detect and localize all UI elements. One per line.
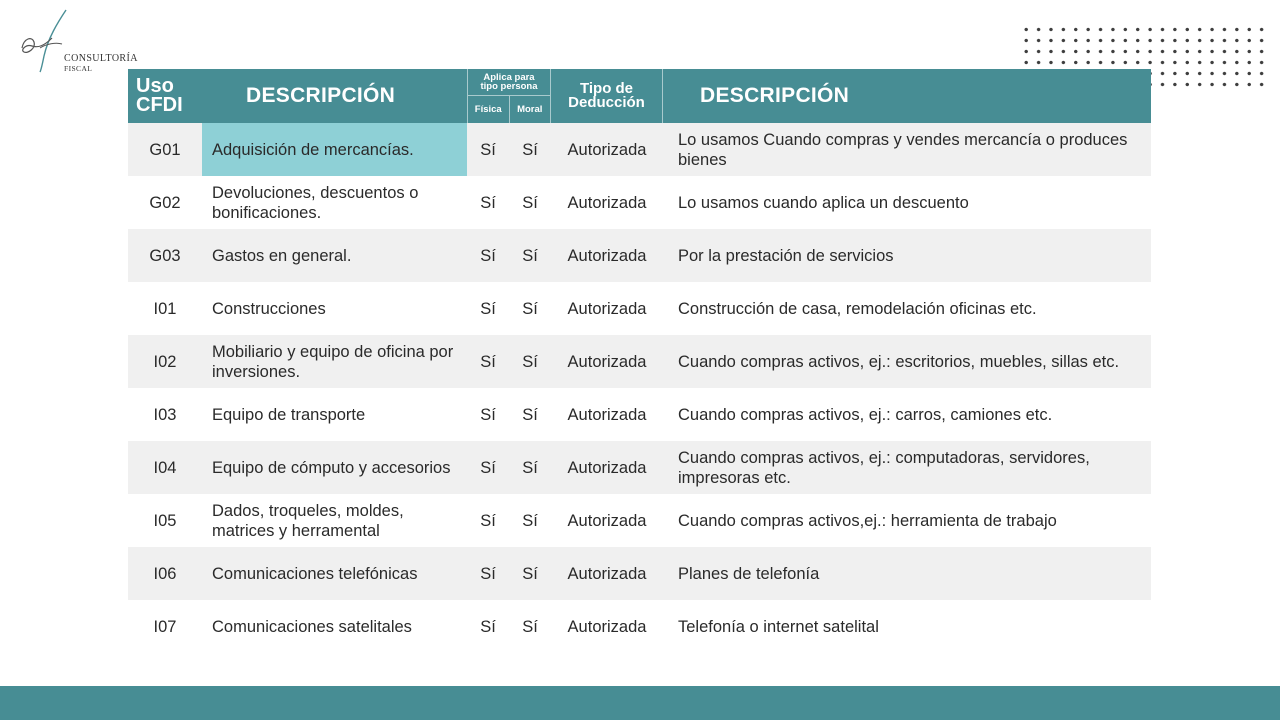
cell-tipo-deduccion: Autorizada xyxy=(567,352,647,371)
cell-uso-code: I02 xyxy=(153,352,177,371)
cell-detail: Cuando compras activos, ej.: computadoras, servidores, impresoras etc. xyxy=(678,448,1090,487)
cell-description: Devoluciones, descuentos o bonificaciones. xyxy=(212,183,419,222)
cell-description: Adquisición de mercancías. xyxy=(202,123,467,176)
consultoria-fiscal-logo xyxy=(18,8,138,74)
cell-uso-code: I07 xyxy=(153,617,177,636)
cell-uso-code: I01 xyxy=(153,299,177,318)
cell-description: Comunicaciones satelitales xyxy=(212,617,412,636)
table-row xyxy=(128,335,1151,388)
cell-fisica: Sí xyxy=(480,617,496,636)
cell-description: Dados, troqueles, moldes, matrices y herramental xyxy=(212,501,404,540)
cell-uso-code: I03 xyxy=(153,405,177,424)
cell-detail: Construcción de casa, remodelación oficinas etc. xyxy=(678,299,1037,318)
header-moral: Moral xyxy=(517,104,543,115)
cell-moral: Sí xyxy=(522,193,538,212)
table-row xyxy=(128,229,1151,282)
cell-description: Construcciones xyxy=(212,299,326,318)
table-row xyxy=(128,494,1151,547)
cell-fisica: Sí xyxy=(480,564,496,583)
cell-fisica: Sí xyxy=(480,299,496,318)
table-row xyxy=(128,282,1151,335)
cell-description: Equipo de transporte xyxy=(212,405,366,424)
cell-uso-code: I05 xyxy=(153,511,177,530)
cell-fisica: Sí xyxy=(480,140,496,159)
header-tipo-deduccion: Tipo de Deducción xyxy=(551,69,663,123)
cell-moral: Sí xyxy=(522,617,538,636)
cell-description: Mobiliario y equipo de oficina por inversiones. xyxy=(212,342,454,381)
header-fisica: Física xyxy=(468,96,510,123)
cell-tipo-deduccion: Autorizada xyxy=(567,193,647,212)
cell-uso-code: G02 xyxy=(149,193,181,212)
table-row xyxy=(128,547,1151,600)
cell-fisica: Sí xyxy=(480,458,496,477)
cell-tipo-deduccion: Autorizada xyxy=(567,511,647,530)
header-description-detail: DESCRIPCIÓN xyxy=(700,84,850,107)
footer-bar xyxy=(0,686,1280,720)
cfdi-use-table xyxy=(128,69,1151,653)
table-row xyxy=(128,388,1151,441)
cell-fisica: Sí xyxy=(480,511,496,530)
cell-detail: Cuando compras activos, ej.: escritorios, muebles, sillas etc. xyxy=(678,352,1120,371)
signature-logo-icon xyxy=(18,8,70,74)
cell-moral: Sí xyxy=(522,511,538,530)
cell-detail: Por la prestación de servicios xyxy=(678,246,894,265)
cell-detail: Cuando compras activos, ej.: carros, camiones etc. xyxy=(678,405,1053,424)
header-uso-cfdi: Uso CFDI xyxy=(136,75,183,116)
cell-uso-code: I04 xyxy=(153,458,177,477)
cell-moral: Sí xyxy=(522,299,538,318)
cell-description: Gastos en general. xyxy=(212,246,352,265)
header-description: DESCRIPCIÓN xyxy=(246,84,396,107)
cell-fisica: Sí xyxy=(480,193,496,212)
cell-detail: Lo usamos Cuando compras y vendes mercancía o produces bienes xyxy=(678,130,1128,169)
logo-line2: FISCAL xyxy=(64,64,93,73)
cell-description: Equipo de cómputo y accesorios xyxy=(212,458,451,477)
cell-moral: Sí xyxy=(522,458,538,477)
table-body xyxy=(128,123,1151,653)
table-row xyxy=(128,441,1151,494)
logo-line1: CONSULTORÍA xyxy=(64,53,138,64)
cell-detail: Lo usamos cuando aplica un descuento xyxy=(678,193,969,212)
cell-moral: Sí xyxy=(522,405,538,424)
cell-tipo-deduccion: Autorizada xyxy=(567,299,647,318)
cell-description: Comunicaciones telefónicas xyxy=(212,564,418,583)
cell-tipo-deduccion: Autorizada xyxy=(567,405,647,424)
cell-uso-code: G01 xyxy=(149,140,181,159)
cell-fisica: Sí xyxy=(480,246,496,265)
cell-fisica: Sí xyxy=(480,405,496,424)
cell-tipo-deduccion: Autorizada xyxy=(567,140,647,159)
table-row xyxy=(128,600,1151,653)
cell-moral: Sí xyxy=(522,140,538,159)
cell-moral: Sí xyxy=(522,246,538,265)
cell-uso-code: G03 xyxy=(149,246,181,265)
table-header xyxy=(128,69,1151,123)
cell-tipo-deduccion: Autorizada xyxy=(567,458,647,477)
table-row xyxy=(128,176,1151,229)
cell-tipo-deduccion: Autorizada xyxy=(567,617,647,636)
cell-uso-code: I06 xyxy=(153,564,177,583)
cell-moral: Sí xyxy=(522,352,538,371)
cell-tipo-deduccion: Autorizada xyxy=(567,564,647,583)
cell-moral: Sí xyxy=(522,564,538,583)
cell-detail: Telefonía o internet satelital xyxy=(678,617,879,636)
cell-detail: Cuando compras activos,ej.: herramienta de trabajo xyxy=(678,511,1057,530)
cell-detail: Planes de telefonía xyxy=(678,564,820,583)
header-aplica-persona: Aplica para tipo persona Física Moral xyxy=(467,69,551,123)
cell-fisica: Sí xyxy=(480,352,496,371)
table-row xyxy=(128,123,1151,176)
cell-tipo-deduccion: Autorizada xyxy=(567,246,647,265)
